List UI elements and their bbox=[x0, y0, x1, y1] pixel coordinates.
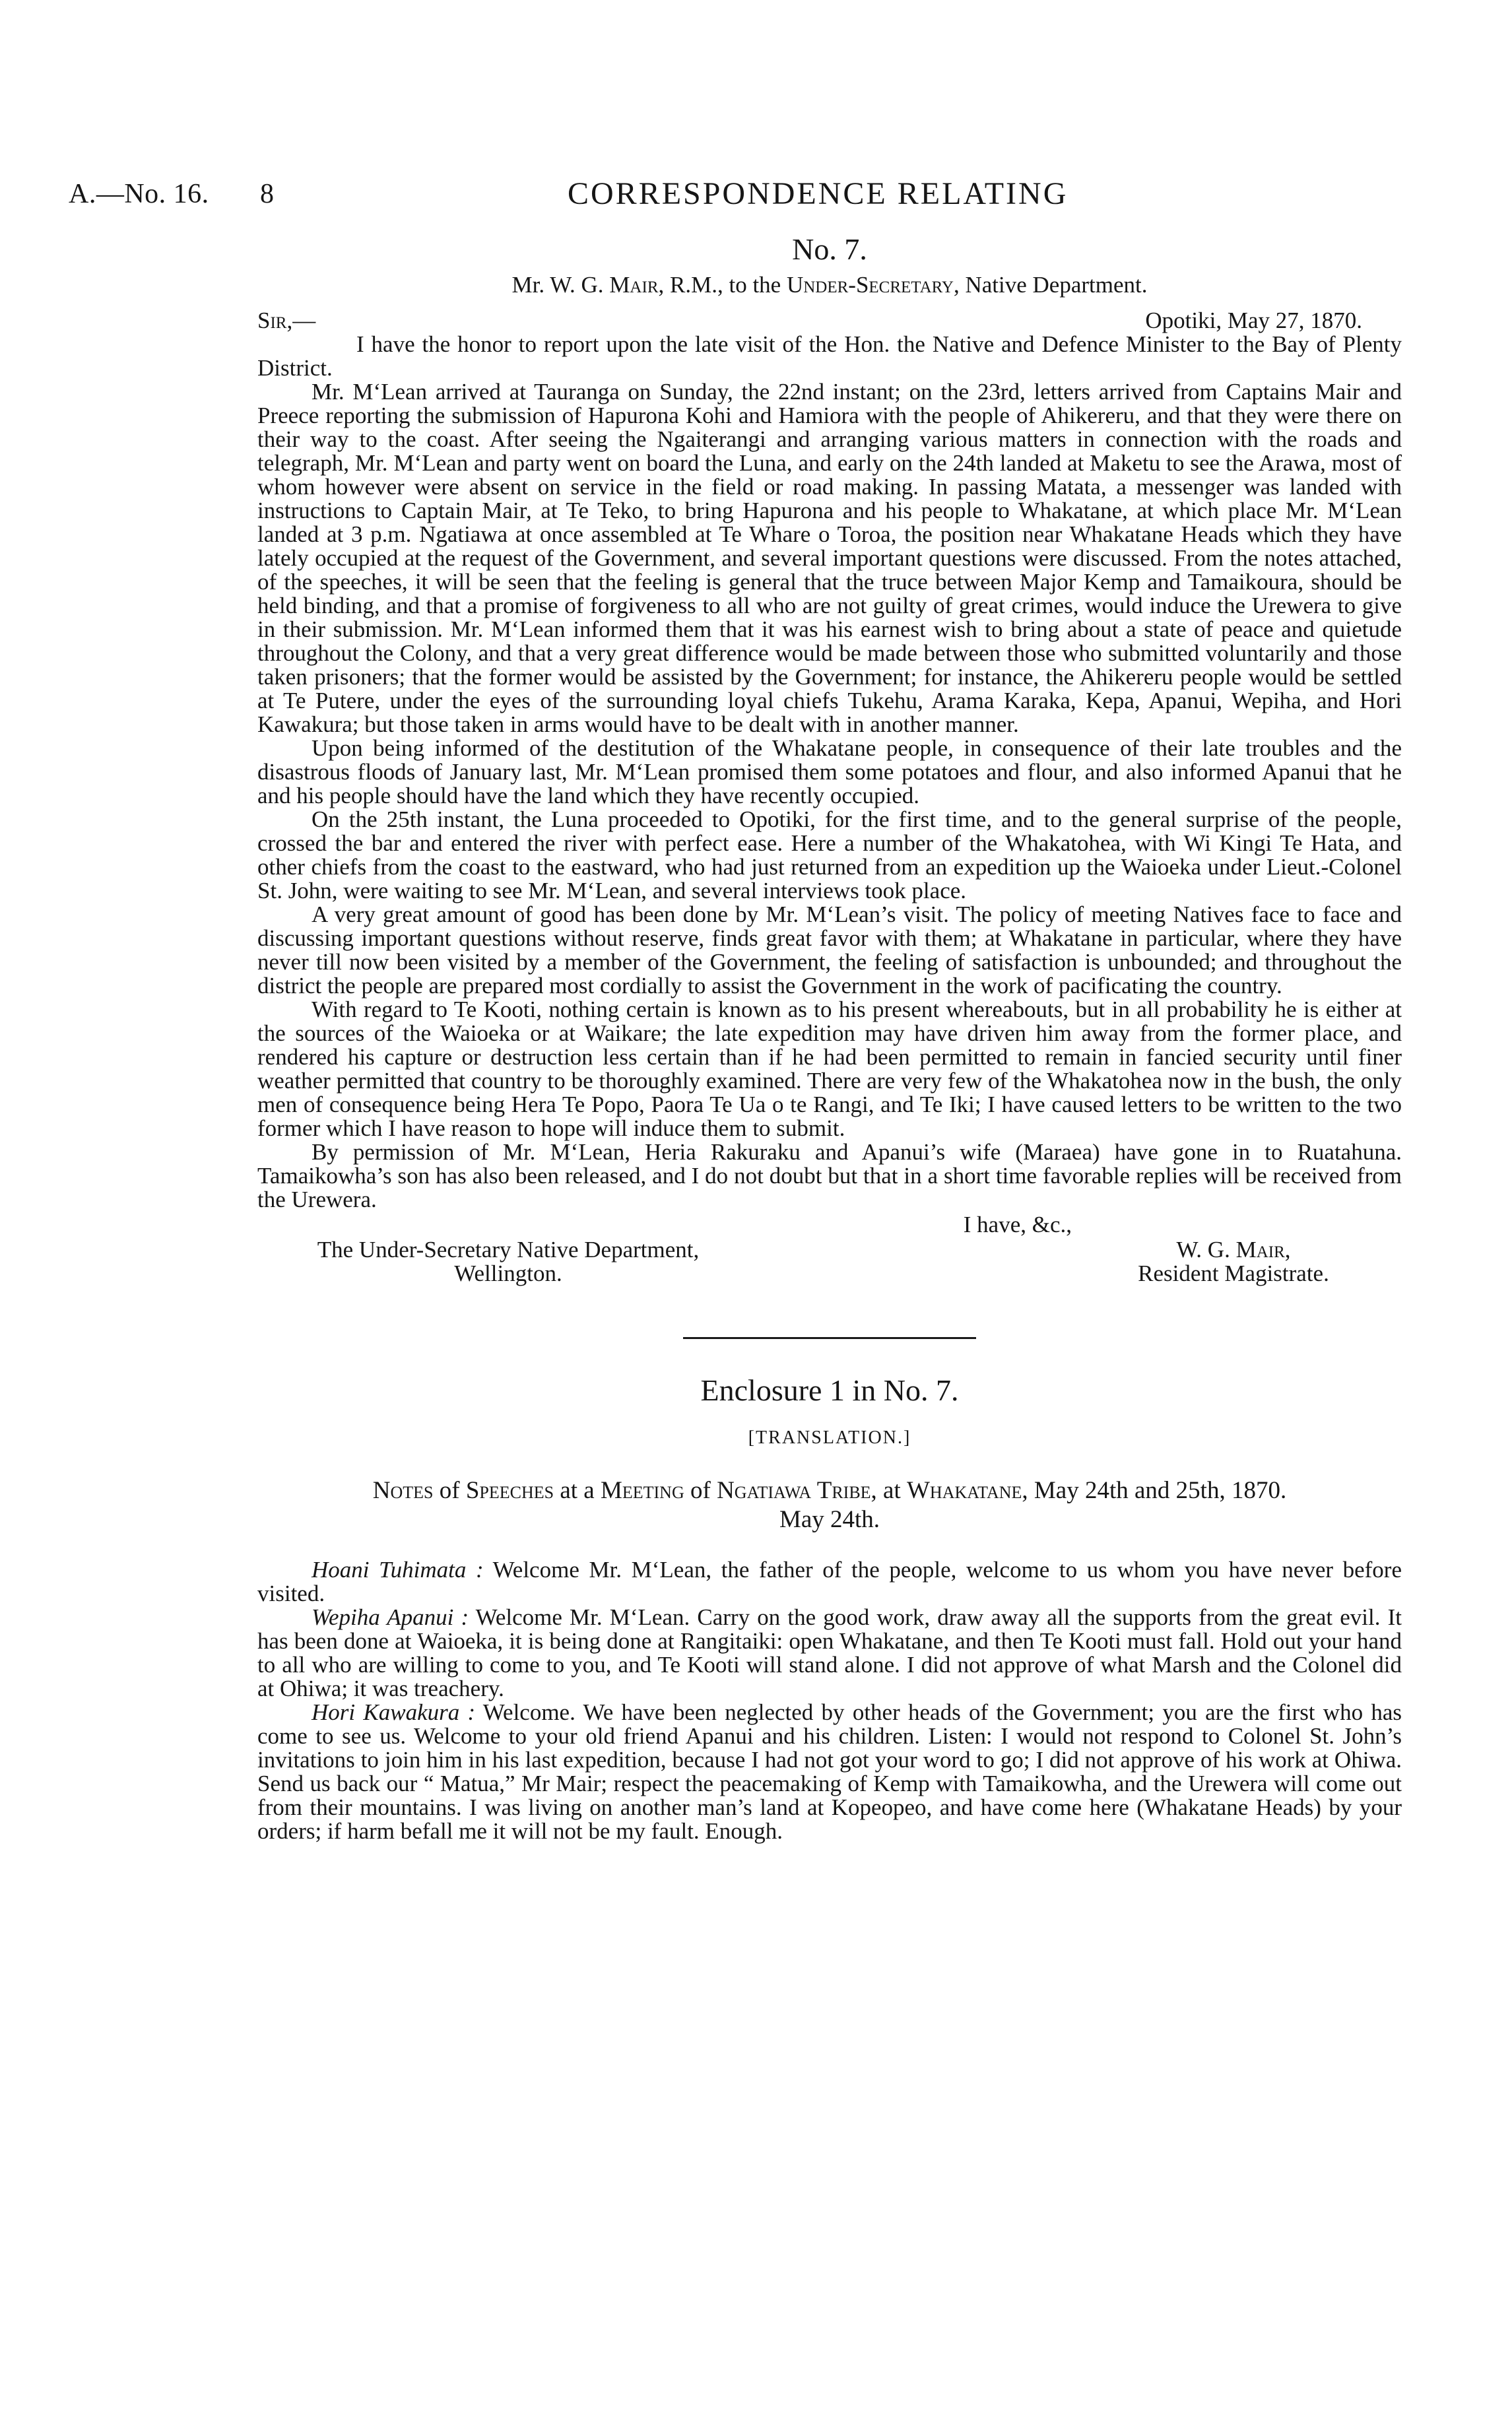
parliamentary-paper-reference: A.—No. 16. bbox=[69, 179, 209, 209]
speech-paragraph bbox=[257, 1701, 1402, 1843]
salutation-word: Sir bbox=[257, 308, 287, 333]
recipient-line-2: Wellington. bbox=[454, 1261, 562, 1286]
place-and-date: Opotiki, May 27, 1870. bbox=[1145, 308, 1362, 333]
section-divider bbox=[683, 1337, 976, 1339]
salutation-dash: ,— bbox=[286, 308, 316, 333]
notes-heading-text: , May 24th and 25th, 1870. bbox=[1022, 1477, 1287, 1504]
letter-paragraph: I have the honor to report upon the late visit of the Hon. the Native and Defence Minister to the Bay of Plenty District. bbox=[257, 331, 1402, 381]
signoff-row bbox=[257, 1213, 1402, 1237]
notes-heading-word: Ngatiawa Tribe bbox=[717, 1477, 871, 1504]
salutation-row bbox=[257, 309, 1402, 333]
signer-block bbox=[1078, 1238, 1402, 1286]
letter-paragraph: By permission of Mr. M‘Lean, Heria Rakuraku and Apanui’s wife (Maraea) have gone in to Ruatahuna. Tamaikowha’s son has also been released, and I do not doubt but that in a short time favorable replies will be received from the Urewera. bbox=[257, 1139, 1402, 1212]
letter-address-line bbox=[257, 273, 1402, 297]
sender-prefix: Mr. W. G. bbox=[511, 272, 604, 298]
letter-paragraph: Upon being informed of the destitution of the Whakatane people, in consequence of their late troubles and the disastrous floods of January last, Mr. M‘Lean promised them some potatoes and flour, and also informed Apanui that he and his people should have the land which they have recently occupied. bbox=[257, 735, 1402, 808]
signer-title: Resident Magistrate. bbox=[1138, 1261, 1329, 1286]
letter-paragraph: With regard to Te Kooti, nothing certain is known as to his present whereabouts, but in all probability he is either at the sources of the Waioeka or at Waikare; the late expedition may have driven him away from the former place, and rendered his capture or destruction less certain than if he had been permitted to remain in fancied security until finer weather permitted that country to be thoroughly examined. There are very few of the Whakatohea now in the bush, the only men of consequence being Hera Te Popo, Paora Te Ua o te Rangi, and Te Iki; I have caused letters to be written to the two former which I have reason to hope will induce them to submit. bbox=[257, 997, 1402, 1141]
speaker-name: Wepiha Apanui : bbox=[312, 1604, 469, 1630]
page-number: 8 bbox=[260, 179, 274, 209]
speech-paragraph bbox=[257, 1558, 1402, 1606]
letter-paragraph: On the 25th instant, the Luna proceeded to Opotiki, for the first time, and to the general surprise of the people, crossed the bar and entered the river with perfect ease. Here a number of the Whakatohea, with Wi Kingi Te Hata, and other chiefs from the coast to the eastward, who had just returned from an expedition up the Waioeka under Lieut.-Colonel St. John, were waiting to see Mr. M‘Lean, and several interviews took place. bbox=[257, 806, 1402, 903]
signer-prefix: W. G. bbox=[1176, 1237, 1230, 1262]
letter-number-heading: No. 7. bbox=[792, 232, 867, 266]
translation-label: [TRANSLATION.] bbox=[748, 1427, 911, 1448]
meeting-day-label: May 24th. bbox=[779, 1506, 880, 1533]
document-body bbox=[257, 230, 1402, 1843]
notes-heading bbox=[257, 1476, 1402, 1505]
speech-paragraph bbox=[257, 1606, 1402, 1701]
speech-text: Welcome Mr. M‘Lean, the father of the people, welcome to us whom you have never before visited. bbox=[257, 1557, 1402, 1606]
running-header-title: CORRESPONDENCE RELATING bbox=[568, 176, 1068, 211]
speech-text: Welcome Mr. M‘Lean. Carry on the good work, draw away all the supports from the great evil. It has been done at Waioeka, it is being done at Rangitaiki: open Whakatane, and then Te Kooti must fall. Hold out your hand to all who are willing to come to you, and Te Kooti will stand alone. I did not approve of what Marsh and the Colonel did at Ohiwa; it was treachery. bbox=[257, 1604, 1402, 1701]
signature-block bbox=[257, 1238, 1402, 1286]
sender-mid: , R.M., to the bbox=[658, 272, 781, 298]
letter-paragraph: A very great amount of good has been done by Mr. M‘Lean’s visit. The policy of meeting Natives face to face and discussing important questions without reserve, finds great favor with them; at Whakatane in particular, where they have never till now been visited by a member of the Government, the feeling of satisfaction is unbounded; and throughout the district the people are prepared most cordially to assist the Government in the work of pacificating the country. bbox=[257, 901, 1402, 999]
letter-paragraph: Mr. M‘Lean arrived at Tauranga on Sunday, the 22nd instant; on the 23rd, letters arrived from Captains Mair and Preece reporting the submission of Hapurona Kohi and Hamiora with the people of Ahikereru, and that they were there on their way to the coast. After seeing the Ngaiterangi and arranging various matters in connection with the roads and telegraph, Mr. M‘Lean and party went on board the Luna, and early on the 24th landed at Maketu to see the Arawa, most of whom however were absent on service in the field or road making. In passing Matata, a messenger was landed with instructions to Captain Mair, at Te Teko, to bring Hapurona and his people to Whakatane, at which place Mr. M‘Lean landed at 3 p.m. Ngatiawa at once assembled at Te Whare o Toroa, the position near Whakatane Heads which they have lately occupied at the request of the Government, and several important questions were discussed. From the notes attached, of the speeches, it will be seen that the feeling is general that the truce between Major Kemp and Tamaikoura, should be held binding, and that a promise of forgiveness to all who are not guilty of great crimes, would induce the Urewera to give in their submission. Mr. M‘Lean informed them that it was his earnest wish to bring about a state of peace and quietude throughout the Colony, and that a very great difference would be made between those who submitted voluntarily and those taken prisoners; that the former would be assisted by the Government; for instance, the Ahikereru people would be settled at Te Putere, under the eyes of the surrounding loyal chiefs Tukehu, Arama Karaka, Kepa, Apanui, Wepiha, and Hori Kawakura; but those taken in arms would have to be dealt with in another manner. bbox=[257, 379, 1402, 737]
notes-heading-text: at a bbox=[554, 1477, 601, 1504]
signer-suffix: , bbox=[1284, 1237, 1291, 1262]
sender-surname: Mair bbox=[609, 272, 659, 298]
salutation bbox=[257, 309, 315, 333]
notes-heading-word: Meeting bbox=[600, 1477, 684, 1504]
recipient-title: Under-Secretary bbox=[786, 272, 954, 298]
signoff: I have, &c., bbox=[963, 1212, 1072, 1237]
recipient-suffix: , Native Department. bbox=[953, 272, 1148, 298]
recipient-block bbox=[257, 1238, 759, 1286]
speaker-name: Hori Kawakura : bbox=[312, 1699, 476, 1725]
speaker-name: Hoani Tuhimata : bbox=[312, 1557, 484, 1583]
notes-heading-word: Whakatane bbox=[907, 1477, 1022, 1504]
notes-heading-word: Speeches bbox=[465, 1477, 554, 1504]
signer-surname: Mair bbox=[1235, 1237, 1285, 1262]
recipient-line-1: The Under-Secretary Native Department, bbox=[317, 1237, 700, 1262]
notes-heading-text: of bbox=[433, 1477, 466, 1504]
enclosure-heading: Enclosure 1 in No. 7. bbox=[700, 1373, 959, 1407]
signer-name bbox=[1078, 1238, 1389, 1262]
speech-text: Welcome. We have been neglected by other heads of the Government; you are the first who has come to see us. Welcome to your old friend Apanui and his children. Listen: I would not respond to Colonel St. John’s invitations to join him in his last expedition, because I had not got your word to go; I did not approve of his work at Ohiwa. Send us back our “ Matua,” Mr Mair; respect the peacemaking of Kemp with Tamaikowha, and the Urewera will come out from their mountains. I was living on another man’s land at Kopeopeo, and have come here (Whakatane Heads) by your orders; if harm befall me it will not be my fault. Enough. bbox=[257, 1699, 1402, 1844]
notes-heading-text: of bbox=[684, 1477, 717, 1504]
notes-heading-text: , at bbox=[871, 1477, 907, 1504]
notes-heading-word: Notes bbox=[372, 1477, 434, 1504]
